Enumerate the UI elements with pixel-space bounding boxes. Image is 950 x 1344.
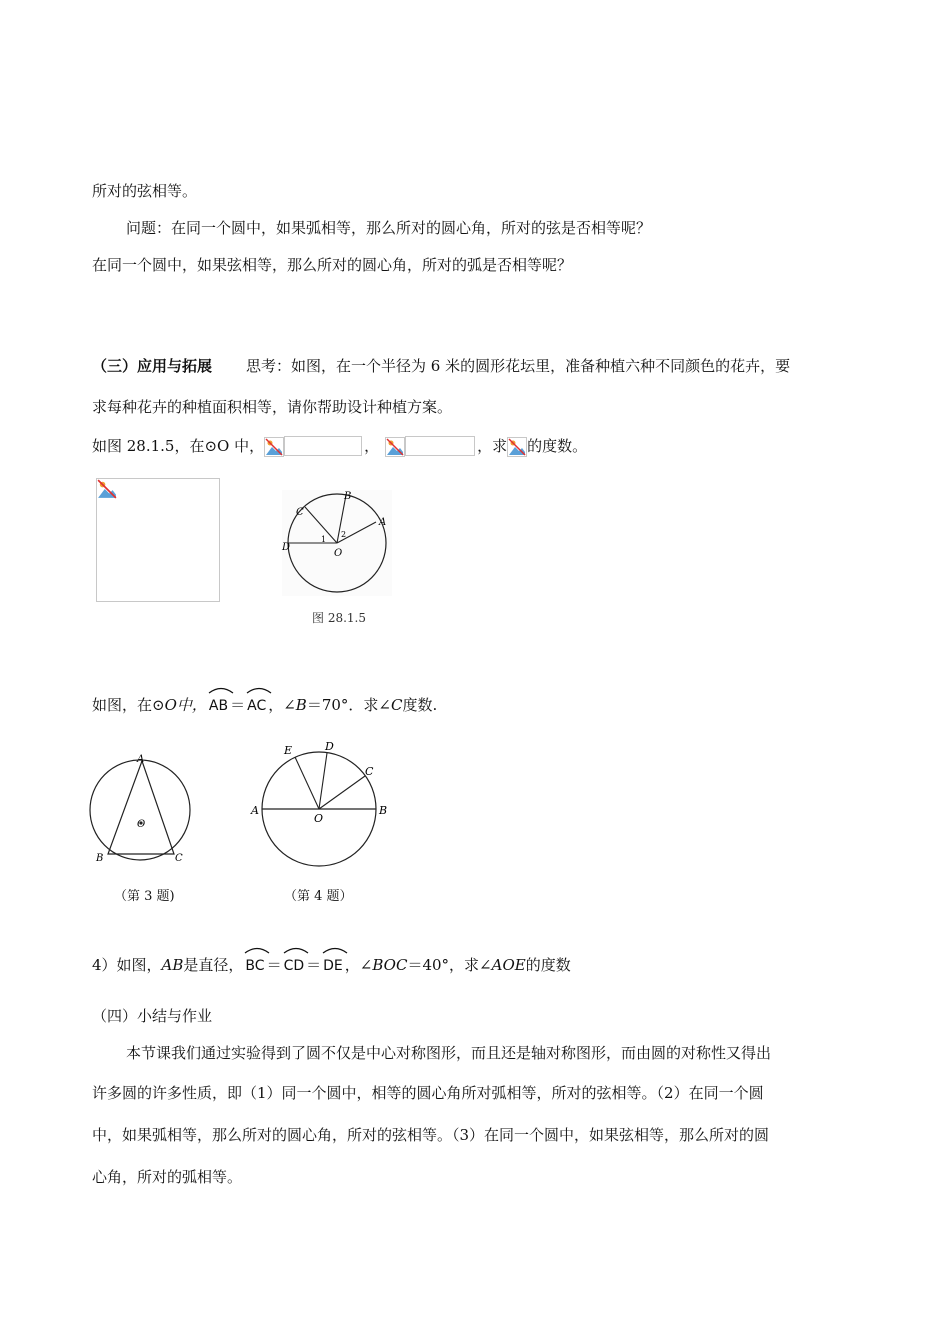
figure-4-caption: （第 4 题）	[284, 889, 353, 904]
ex3-angle-b: B	[295, 696, 307, 714]
figure-caption: 图 28.1.5	[312, 611, 366, 625]
broken-image-icon	[97, 479, 117, 499]
figure-28-1-5	[278, 488, 398, 598]
ex4-equals-2: ＝	[306, 956, 322, 974]
label-b: B	[379, 804, 388, 817]
section-3-line	[92, 356, 790, 376]
arc-ac	[247, 692, 266, 716]
label-c: C	[365, 765, 374, 778]
arc-ab-label: AB	[208, 698, 229, 714]
figure-line-text-2: ，	[364, 437, 380, 455]
broken-image-frame	[96, 478, 220, 602]
image-placeholder	[284, 436, 362, 456]
arc-de	[323, 952, 343, 976]
ex4-aoe: AOE	[491, 956, 526, 974]
think-text: 思考：如图，在一个半径为 6 米的圆形花坛里，准备种植六种不同颜色的花卉，要	[246, 357, 791, 375]
label-a: A	[137, 754, 145, 765]
section-4-title: （四）小结与作业	[92, 1007, 213, 1025]
figure-line	[92, 436, 587, 457]
angle-label-2: 2	[341, 530, 347, 539]
arc-ac-label: AC	[247, 698, 267, 714]
label-a: A	[251, 804, 259, 817]
arc-cd	[284, 952, 305, 976]
label-o: O	[137, 819, 146, 830]
ex4-text-2: 是直径，	[183, 956, 244, 974]
summary-line-1: 本节课我们通过实验得到了圆不仅是中心对称图形，而且还是轴对称图形，而由圆的对称性又得出	[126, 1044, 772, 1062]
figure-4	[248, 738, 394, 870]
ex3-text-4: ＝70°．求∠	[306, 696, 391, 714]
angle-label-1: 1	[321, 535, 327, 544]
summary-line-3: 中，如果弧相等，那么所对的圆心角，所对的弦相等。（3）在同一个圆中，如果弦相等，那么所对的圆	[92, 1126, 770, 1144]
label-c: C	[296, 507, 304, 518]
paragraph-end: 所对的弦相等。	[92, 182, 198, 200]
ex3-angle-c: C	[390, 696, 403, 714]
label-d: D	[325, 740, 334, 753]
ex3-text-2: 中，	[176, 696, 207, 714]
arc-bc	[245, 952, 264, 976]
arc-ab	[209, 692, 228, 716]
ex4-boc: BOC	[372, 956, 408, 974]
ex4-text-3: ，∠	[344, 956, 373, 974]
ex3-text-1: 如图，在⊙	[92, 696, 165, 714]
ex4-ab: AB	[161, 956, 184, 974]
question-label: 问题：	[126, 219, 172, 237]
broken-image-icon	[264, 437, 284, 457]
arc-bc-label: BC	[245, 958, 265, 974]
think-text-continued: 求每种花卉的种植面积相等，请你帮助设计种植方案。	[92, 398, 453, 416]
summary-line-4: 心角，所对的弧相等。	[92, 1168, 243, 1186]
exercise-4-line	[92, 952, 571, 976]
question-text: 在同一个圆中，如果弧相等，那么所对的圆心角，所对的弦是否相等呢？	[171, 219, 652, 237]
figure-3	[86, 752, 198, 868]
figure-line-text-1: 如图 28.1.5，在⊙O 中，	[92, 437, 265, 455]
section-3-title: （三）应用与拓展	[92, 357, 213, 375]
figure-3-caption: （第 3 题)	[114, 889, 175, 904]
ex3-circle-name: O	[164, 696, 177, 714]
figure-line-text-4: 的度数。	[527, 437, 588, 455]
ex4-equals-1: ＝	[266, 956, 282, 974]
image-placeholder	[405, 436, 475, 456]
label-a: A	[379, 517, 387, 528]
broken-image-icon	[385, 437, 405, 457]
broken-image-icon	[507, 437, 527, 457]
label-b: B	[344, 491, 352, 502]
label-c: C	[175, 853, 183, 864]
ex3-equals: ＝	[230, 696, 246, 714]
figure-line-text-3: ，求	[477, 437, 508, 455]
label-o: O	[314, 812, 324, 825]
label-o: O	[334, 548, 343, 559]
label-e: E	[284, 744, 293, 757]
arc-de-label: DE	[323, 958, 343, 974]
ex4-text-4: ＝40°，求∠	[407, 956, 492, 974]
summary-line-2: 许多圆的许多性质，即（1）同一个圆中，相等的圆心角所对弧相等，所对的弦相等。（2）在同一个圆	[92, 1084, 764, 1102]
ex3-text-5: 度数.	[402, 696, 438, 714]
ex4-text-1: 4）如图，	[92, 956, 162, 974]
question-1	[126, 218, 651, 238]
ex4-text-5: 的度数	[525, 956, 571, 974]
exercise-3-line	[92, 692, 437, 716]
label-d: D	[282, 542, 291, 553]
label-b: B	[96, 853, 104, 864]
arc-cd-label: CD	[283, 958, 305, 974]
question-2: 在同一个圆中，如果弦相等，那么所对的圆心角，所对的弧是否相等呢？	[92, 256, 573, 274]
ex3-text-3: ，∠	[268, 696, 296, 714]
